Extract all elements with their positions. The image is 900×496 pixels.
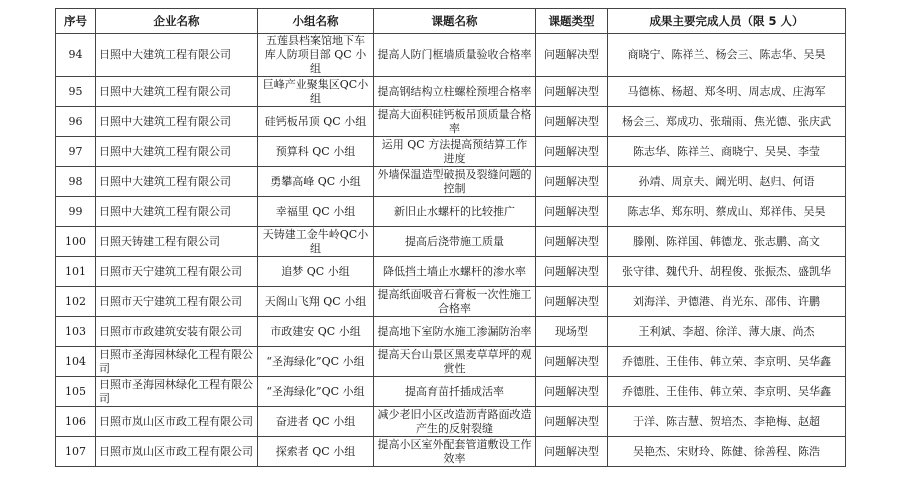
cell-members: 滕刚、陈祥国、韩德龙、张志鹏、高文 bbox=[608, 227, 846, 257]
cell-no: 96 bbox=[56, 107, 96, 137]
cell-group: 五莲县档案馆地下车库人防项目部 QC 小组 bbox=[258, 34, 374, 77]
cell-no: 94 bbox=[56, 34, 96, 77]
cell-group: 市政建安 QC 小组 bbox=[258, 317, 374, 347]
table-row bbox=[56, 407, 846, 437]
cell-company: 日照市天宁建筑工程有限公司 bbox=[96, 287, 258, 317]
cell-members: 乔德胜、王佳伟、韩立荣、李京明、吴华鑫 bbox=[608, 377, 846, 407]
table-row bbox=[56, 287, 846, 317]
header-group: 小组名称 bbox=[258, 9, 374, 34]
cell-type: 问题解决型 bbox=[536, 107, 608, 137]
cell-type: 问题解决型 bbox=[536, 287, 608, 317]
cell-topic: 提高后浇带施工质量 bbox=[374, 227, 536, 257]
cell-group: “圣海绿化”QC 小组 bbox=[258, 347, 374, 377]
cell-members: 张守律、魏代升、胡程俊、张振杰、盛凯华 bbox=[608, 257, 846, 287]
cell-type: 问题解决型 bbox=[536, 197, 608, 227]
table-row bbox=[56, 34, 846, 77]
table-row bbox=[56, 167, 846, 197]
table-header bbox=[56, 9, 846, 34]
cell-type: 问题解决型 bbox=[536, 437, 608, 467]
cell-members: 商晓宁、陈祥兰、杨会三、陈志华、吴昊 bbox=[608, 34, 846, 77]
cell-group: 天阁山飞翔 QC 小组 bbox=[258, 287, 374, 317]
cell-members: 孙靖、周京夫、阚光明、赵归、何语 bbox=[608, 167, 846, 197]
cell-group: 幸福里 QC 小组 bbox=[258, 197, 374, 227]
cell-no: 101 bbox=[56, 257, 96, 287]
cell-topic: 外墙保温造型破损及裂缝问题的控制 bbox=[374, 167, 536, 197]
cell-topic: 运用 QC 方法提高预结算工作进度 bbox=[374, 137, 536, 167]
cell-no: 100 bbox=[56, 227, 96, 257]
cell-company: 日照中大建筑工程有限公司 bbox=[96, 167, 258, 197]
table-row bbox=[56, 347, 846, 377]
cell-group: 勇攀高峰 QC 小组 bbox=[258, 167, 374, 197]
header-company: 企业名称 bbox=[96, 9, 258, 34]
cell-company: 日照市岚山区市政工程有限公司 bbox=[96, 407, 258, 437]
cell-no: 104 bbox=[56, 347, 96, 377]
cell-members: 吴艳杰、宋财玲、陈健、徐善程、陈浩 bbox=[608, 437, 846, 467]
cell-company: 日照市天宁建筑工程有限公司 bbox=[96, 257, 258, 287]
header-row bbox=[56, 9, 846, 34]
cell-type: 问题解决型 bbox=[536, 77, 608, 107]
cell-type: 问题解决型 bbox=[536, 137, 608, 167]
cell-company: 日照中大建筑工程有限公司 bbox=[96, 107, 258, 137]
cell-group: 追梦 QC 小组 bbox=[258, 257, 374, 287]
cell-company: 日照中大建筑工程有限公司 bbox=[96, 137, 258, 167]
cell-topic: 降低挡土墙止水螺杆的渗水率 bbox=[374, 257, 536, 287]
cell-no: 99 bbox=[56, 197, 96, 227]
cell-topic: 提高大面积硅钙板吊顶质量合格率 bbox=[374, 107, 536, 137]
cell-members: 王利斌、李超、徐洋、薄大康、尚杰 bbox=[608, 317, 846, 347]
cell-type: 问题解决型 bbox=[536, 407, 608, 437]
cell-no: 106 bbox=[56, 407, 96, 437]
cell-group: 奋进者 QC 小组 bbox=[258, 407, 374, 437]
header-type: 课题类型 bbox=[536, 9, 608, 34]
table-row bbox=[56, 257, 846, 287]
cell-topic: 提高纸面吸音石膏板一次性施工合格率 bbox=[374, 287, 536, 317]
cell-company: 日照天铸建工程有限公司 bbox=[96, 227, 258, 257]
cell-no: 102 bbox=[56, 287, 96, 317]
table-body bbox=[56, 34, 846, 467]
cell-no: 107 bbox=[56, 437, 96, 467]
cell-company: 日照市圣海园林绿化工程有限公司 bbox=[96, 347, 258, 377]
awards-table-container bbox=[55, 8, 846, 467]
table-row bbox=[56, 197, 846, 227]
cell-topic: 提高人防门框墙质量验收合格率 bbox=[374, 34, 536, 77]
cell-no: 98 bbox=[56, 167, 96, 197]
cell-members: 刘海洋、尹德港、肖光东、邵伟、许鹏 bbox=[608, 287, 846, 317]
header-members: 成果主要完成人员（限 5 人） bbox=[608, 9, 846, 34]
cell-company: 日照市圣海园林绿化工程有限公司 bbox=[96, 377, 258, 407]
table-row bbox=[56, 77, 846, 107]
cell-members: 陈志华、陈祥兰、商晓宁、吴昊、李莹 bbox=[608, 137, 846, 167]
cell-group: “圣海绿化”QC 小组 bbox=[258, 377, 374, 407]
header-topic: 课题名称 bbox=[374, 9, 536, 34]
cell-no: 105 bbox=[56, 377, 96, 407]
cell-group: 天铸建工金牛岭QC小组 bbox=[258, 227, 374, 257]
cell-members: 杨会三、郑成功、张瑞雨、焦光德、张庆武 bbox=[608, 107, 846, 137]
cell-group: 硅钙板吊顶 QC 小组 bbox=[258, 107, 374, 137]
cell-no: 95 bbox=[56, 77, 96, 107]
cell-topic: 提高小区室外配套管道敷设工作效率 bbox=[374, 437, 536, 467]
qc-results-table bbox=[55, 8, 846, 467]
table-row bbox=[56, 137, 846, 167]
cell-members: 于洋、陈吉慧、贺培杰、李艳梅、赵超 bbox=[608, 407, 846, 437]
cell-type: 问题解决型 bbox=[536, 257, 608, 287]
cell-type: 问题解决型 bbox=[536, 167, 608, 197]
cell-group: 巨峰产业聚集区QC小组 bbox=[258, 77, 374, 107]
cell-type: 问题解决型 bbox=[536, 34, 608, 77]
cell-company: 日照市岚山区市政工程有限公司 bbox=[96, 437, 258, 467]
cell-type: 问题解决型 bbox=[536, 377, 608, 407]
cell-group: 探索者 QC 小组 bbox=[258, 437, 374, 467]
cell-company: 日照市市政建筑安装有限公司 bbox=[96, 317, 258, 347]
cell-no: 97 bbox=[56, 137, 96, 167]
cell-topic: 提高天台山景区黑麦草草坪的观赏性 bbox=[374, 347, 536, 377]
cell-no: 103 bbox=[56, 317, 96, 347]
cell-topic: 提高地下室防水施工渗漏防治率 bbox=[374, 317, 536, 347]
cell-members: 马德栋、杨超、郑冬明、周志成、庄海军 bbox=[608, 77, 846, 107]
cell-type: 现场型 bbox=[536, 317, 608, 347]
cell-members: 陈志华、郑东明、蔡成山、郑祥伟、吴昊 bbox=[608, 197, 846, 227]
cell-topic: 提高钢结构立柱螺栓预埋合格率 bbox=[374, 77, 536, 107]
cell-company: 日照中大建筑工程有限公司 bbox=[96, 197, 258, 227]
cell-type: 问题解决型 bbox=[536, 347, 608, 377]
table-row bbox=[56, 377, 846, 407]
cell-members: 乔德胜、王佳伟、韩立荣、李京明、吴华鑫 bbox=[608, 347, 846, 377]
cell-topic: 提高育苗扦插成活率 bbox=[374, 377, 536, 407]
cell-type: 问题解决型 bbox=[536, 227, 608, 257]
cell-company: 日照中大建筑工程有限公司 bbox=[96, 77, 258, 107]
table-row bbox=[56, 437, 846, 467]
table-row bbox=[56, 317, 846, 347]
cell-topic: 新旧止水螺杆的比较推广 bbox=[374, 197, 536, 227]
cell-topic: 减少老旧小区改造沥青路面改造产生的反射裂缝 bbox=[374, 407, 536, 437]
header-no: 序号 bbox=[56, 9, 96, 34]
table-row bbox=[56, 107, 846, 137]
table-row bbox=[56, 227, 846, 257]
cell-group: 预算科 QC 小组 bbox=[258, 137, 374, 167]
cell-company: 日照中大建筑工程有限公司 bbox=[96, 34, 258, 77]
